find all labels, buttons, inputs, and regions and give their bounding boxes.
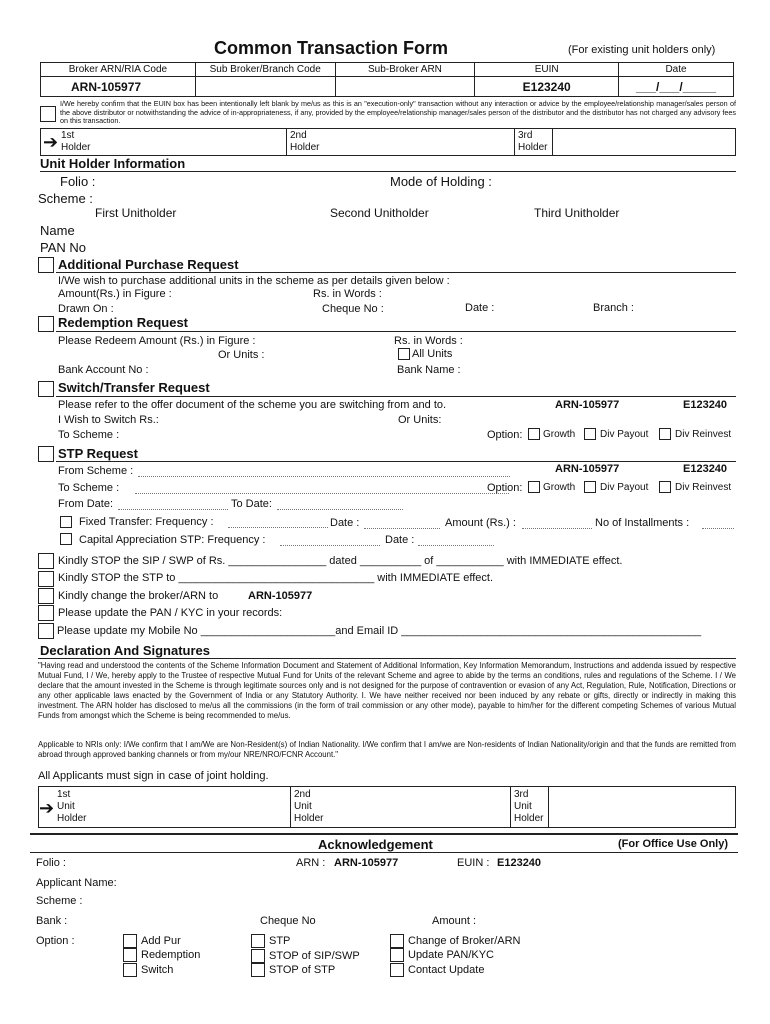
purchase-checkbox[interactable] — [38, 257, 54, 273]
ack-stp-label: STP — [269, 935, 291, 947]
capital-date-label: Date : — [385, 534, 415, 546]
stp-div-payout-checkbox[interactable] — [584, 481, 596, 493]
switch-option-label: Option: — [487, 429, 523, 441]
ack-bank-label: Bank : — [36, 915, 68, 927]
ack-euin-label: EUIN : — [457, 857, 490, 869]
ack-stop-stp-label: STOP of STP — [269, 964, 336, 976]
purchase-heading: Additional Purchase Request — [58, 257, 239, 272]
stp-checkbox[interactable] — [38, 446, 54, 462]
fixed-transfer-checkbox[interactable] — [60, 516, 72, 528]
ack-contact-update-label: Contact Update — [408, 964, 485, 976]
all-units-label: All Units — [412, 348, 453, 360]
cheque-no-label: Cheque No : — [322, 303, 384, 315]
switch-to-scheme-label: To Scheme : — [58, 429, 120, 441]
divider — [30, 852, 738, 853]
capital-appreciation-checkbox[interactable] — [60, 533, 72, 545]
stop-sip-text: Kindly STOP the SIP / SWP of Rs. ________________ dated __________ of ___________ with IMMEDIATE effect. — [58, 555, 623, 567]
euin-declaration-checkbox[interactable] — [40, 106, 56, 122]
divider — [56, 272, 736, 273]
ack-contact-update-checkbox[interactable] — [390, 963, 404, 977]
name-label: Name — [40, 223, 75, 238]
ack-folio-label: Folio : — [36, 857, 66, 869]
installments-field[interactable] — [702, 528, 734, 529]
redeem-words-label: Rs. in Words : — [394, 335, 463, 347]
stp-to-scheme-label: To Scheme : — [58, 482, 120, 494]
second-holder-label: 2nd Holder — [290, 130, 320, 153]
switch-checkbox[interactable] — [38, 381, 54, 397]
purchase-amount-label: Amount(Rs.) in Figure : — [58, 288, 172, 300]
second-holder-signature[interactable] — [287, 129, 515, 155]
ack-stp-checkbox[interactable] — [251, 934, 265, 948]
ack-arn-value: ARN-105977 — [334, 857, 399, 869]
ack-add-pur-label: Add Pur — [141, 935, 181, 947]
ack-stop-sip-checkbox[interactable] — [251, 949, 265, 963]
bottom-signature-box — [38, 786, 736, 828]
bank-account-label: Bank Account No : — [58, 364, 149, 376]
switch-rs-label: I Wish to Switch Rs.: — [58, 414, 159, 426]
second-unit-holder-signature[interactable] — [291, 787, 511, 827]
second-unit-holder-label-1: 2nd — [294, 789, 311, 800]
scheme-label: Scheme : — [38, 191, 93, 206]
sub-broker-value[interactable] — [195, 77, 335, 97]
switch-heading: Switch/Transfer Request — [58, 380, 210, 395]
switch-div-reinvest-checkbox[interactable] — [659, 428, 671, 440]
update-mobile-checkbox[interactable] — [38, 623, 54, 639]
ack-change-broker-label: Change of Broker/ARN — [408, 935, 521, 947]
second-unit-holder-label-3: Holder — [294, 813, 324, 824]
date-value[interactable]: ___/___/_____ — [619, 77, 734, 97]
redeem-amount-label: Please Redeem Amount (Rs.) in Figure : — [58, 335, 256, 347]
stp-div-payout-label: Div Payout — [600, 482, 649, 493]
ack-redemption-checkbox[interactable] — [123, 948, 137, 962]
all-applicants-sign-text: All Applicants must sign in case of joint holding. — [38, 770, 269, 782]
switch-div-reinvest-label: Div Reinvest — [675, 429, 732, 440]
second-unit-holder-label-2: Unit — [294, 801, 312, 812]
ack-stop-sip-label: STOP of SIP/SWP — [269, 950, 360, 962]
euin-header: EUIN — [475, 63, 619, 77]
switch-euin: E123240 — [683, 399, 728, 411]
first-holder-signature[interactable] — [41, 129, 287, 155]
top-signature-box — [40, 128, 736, 156]
nri-declaration-text: Applicable to NRIs only: I/We confirm that I am/We are Non-Resident(s) of Indian Nationality. I/We confirm that I am/we are Non-residents of Indian Nationality/origin and that the funds are remitted from abroad through approved banking channels or from my/our NRE/NRO/FCNR Account." — [38, 740, 736, 759]
stp-from-scheme-field[interactable] — [138, 476, 510, 477]
declaration-text: "Having read and understood the contents of the Scheme Information Document and Statement of Additional Information, Key Information Memorandum, Instructions and addenda issued by respective Mutual Fund, I / We, hereby apply to the Trustee of respective Mutual Fund for Units of the relevant Scheme and agree to abide by the terms an conditions, rules and regulations of the Scheme. I / We declare that the amount invested in the Scheme is through legitimate sources only and is not designed for the purpose of contravention or evasion of any Act, Regulation, Rule, Notification, Directions or any other applicable laws enacted by the Government of India or any Statutory Authority. I. We have neither received nor been induced by any rebate or gifts, directly or indirectly in making this investment. The ARN holder has disclosed to me/us all the commissions (in the form of trail commission or any other mode), payable to him/her for the different competing Schemes of various Mutual Funds from amongst which the Scheme is being recommended to me/us. — [38, 661, 736, 720]
switch-refer-text: Please refer to the offer document of the scheme you are switching from and to. — [58, 399, 447, 411]
bank-name-label: Bank Name : — [397, 364, 461, 376]
mode-of-holding-label: Mode of Holding : — [390, 174, 492, 189]
divider — [38, 658, 736, 659]
divider — [40, 171, 736, 172]
third-unit-holder-signature[interactable] — [511, 787, 549, 827]
change-broker-checkbox[interactable] — [38, 588, 54, 604]
ack-amount-label: Amount : — [432, 915, 477, 927]
switch-arn: ARN-105977 — [555, 399, 620, 411]
fixed-date-field[interactable] — [364, 528, 440, 529]
divider — [30, 833, 738, 835]
drawn-on-label: Drawn On : — [58, 303, 114, 315]
third-holder-label: 3rd Holder — [518, 130, 548, 153]
stp-div-reinvest-checkbox[interactable] — [659, 481, 671, 493]
pan-label: PAN No — [40, 240, 86, 255]
purchase-words-label: Rs. in Words : — [313, 288, 382, 300]
fixed-amount-label: Amount (Rs.) : — [445, 517, 516, 529]
third-unit-holder-label-2: Unit — [514, 801, 532, 812]
third-unit-holder-label-1: 3rd — [514, 789, 529, 800]
ack-euin-value: E123240 — [497, 857, 542, 869]
second-unitholder-label: Second Unitholder — [330, 206, 429, 220]
switch-div-payout-label: Div Payout — [600, 429, 649, 440]
arrow-right-icon: ➔ — [39, 798, 55, 818]
change-broker-arn: ARN-105977 — [248, 590, 313, 602]
stp-to-date-label: To Date: — [231, 498, 272, 510]
ack-cheque-label: Cheque No — [260, 915, 316, 927]
first-unit-holder-label-3: Holder — [57, 813, 87, 824]
third-holder-signature[interactable] — [515, 129, 553, 155]
stop-sip-checkbox[interactable] — [38, 553, 54, 569]
capital-date-field[interactable] — [418, 545, 494, 546]
first-unitholder-label: First Unitholder — [95, 206, 177, 220]
stp-div-reinvest-label: Div Reinvest — [675, 482, 732, 493]
sub-broker-arn-header: Sub-Broker ARN — [335, 63, 475, 77]
fixed-amount-field[interactable] — [522, 528, 592, 529]
stp-to-date-field[interactable] — [277, 509, 403, 510]
ack-stop-stp-checkbox[interactable] — [251, 963, 265, 977]
stp-option-label: Option: — [487, 482, 523, 494]
ack-scheme-label: Scheme : — [36, 895, 83, 907]
update-pan-text: Please update the PAN / KYC in your records: — [58, 607, 283, 619]
installments-label: No of Installments : — [595, 517, 690, 529]
date-header: Date — [619, 63, 734, 77]
ack-option-label: Option : — [36, 935, 75, 947]
ack-heading: Acknowledgement — [318, 837, 433, 852]
form-title: Common Transaction Form — [214, 38, 449, 58]
ack-add-pur-checkbox[interactable] — [123, 934, 137, 948]
broker-code-value[interactable]: ARN-105977 — [41, 77, 196, 97]
sub-broker-arn-value[interactable] — [335, 77, 475, 97]
stp-to-scheme-field[interactable] — [135, 493, 509, 494]
divider — [56, 331, 736, 332]
stp-from-scheme-label: From Scheme : — [58, 465, 134, 477]
stp-from-date-field[interactable] — [118, 509, 228, 510]
ack-switch-label: Switch — [141, 964, 174, 976]
change-broker-text: Kindly change the broker/ARN to — [58, 590, 219, 602]
redemption-heading: Redemption Request — [58, 315, 189, 330]
third-unit-holder-label-3: Holder — [514, 813, 544, 824]
arrow-right-icon: ➔ — [43, 132, 59, 152]
broker-code-header: Broker ARN/RIA Code — [41, 63, 196, 77]
third-unitholder-label: Third Unitholder — [534, 206, 620, 220]
ack-switch-checkbox[interactable] — [123, 963, 137, 977]
capital-appreciation-label: Capital Appreciation STP: Frequency : — [79, 534, 266, 546]
first-unit-holder-signature[interactable] — [39, 787, 291, 827]
purchase-intro: I/We wish to purchase additional units in the scheme as per details given below : — [58, 275, 450, 287]
divider — [56, 461, 736, 462]
redemption-checkbox[interactable] — [38, 316, 54, 332]
switch-growth-label: Growth — [543, 429, 576, 440]
stop-stp-checkbox[interactable] — [38, 571, 54, 587]
ack-update-pan-label: Update PAN/KYC — [408, 949, 495, 961]
folio-label: Folio : — [60, 174, 96, 189]
switch-div-payout-checkbox[interactable] — [584, 428, 596, 440]
euin-declaration-text: I/We hereby confirm that the EUIN box has been intentionally left blank by me/us as this is an "execution-only" transaction without any interaction or advice by the employee/relationship manager/sales person of the above distributor or notwithstanding the advice of in-appropriateness, if any, provided by the employee/relationship manager/sales person of the distributor and the distributor has not charged any advisory fees on this transaction. — [60, 99, 736, 126]
stp-arn: ARN-105977 — [555, 463, 620, 475]
branch-label: Branch : — [593, 302, 634, 314]
update-pan-checkbox[interactable] — [38, 605, 54, 621]
divider — [56, 396, 736, 397]
first-unit-holder-label-1: 1st — [57, 789, 71, 800]
stp-growth-checkbox[interactable] — [528, 481, 540, 493]
declaration-heading: Declaration And Signatures — [40, 643, 210, 658]
update-mobile-text: Please update my Mobile No ______________________and Email ID _________________________________________________ — [57, 625, 702, 637]
stop-stp-text: Kindly STOP the STP to ________________________________ with IMMEDIATE effect. — [58, 572, 494, 584]
stp-from-date-label: From Date: — [58, 498, 114, 510]
stp-heading: STP Request — [58, 446, 138, 461]
euin-value[interactable]: E123240 — [475, 77, 619, 97]
first-holder-label: 1st Holder — [61, 130, 91, 153]
purchase-date-label: Date : — [465, 302, 495, 314]
switch-growth-checkbox[interactable] — [528, 428, 540, 440]
all-units-checkbox[interactable] — [398, 348, 410, 360]
ack-update-pan-checkbox[interactable] — [390, 948, 404, 962]
broker-table — [40, 62, 734, 97]
switch-units-label: Or Units: — [398, 414, 442, 426]
ack-change-broker-checkbox[interactable] — [390, 934, 404, 948]
fixed-frequency-field[interactable] — [228, 527, 328, 528]
stp-growth-label: Growth — [543, 482, 576, 493]
office-use-label: (For Office Use Only) — [618, 838, 729, 850]
capital-frequency-field[interactable] — [280, 545, 380, 546]
unit-holder-heading: Unit Holder Information — [40, 156, 186, 171]
sub-broker-header: Sub Broker/Branch Code — [195, 63, 335, 77]
fixed-date-label: Date : — [330, 517, 360, 529]
form-subtitle: (For existing unit holders only) — [568, 44, 716, 56]
first-unit-holder-label-2: Unit — [57, 801, 75, 812]
or-units-label: Or Units : — [218, 349, 265, 361]
stp-euin: E123240 — [683, 463, 728, 475]
ack-applicant-label: Applicant Name: — [36, 877, 117, 889]
ack-arn-label: ARN : — [296, 857, 326, 869]
ack-redemption-label: Redemption — [141, 949, 201, 961]
fixed-transfer-label: Fixed Transfer: Frequency : — [79, 516, 214, 528]
